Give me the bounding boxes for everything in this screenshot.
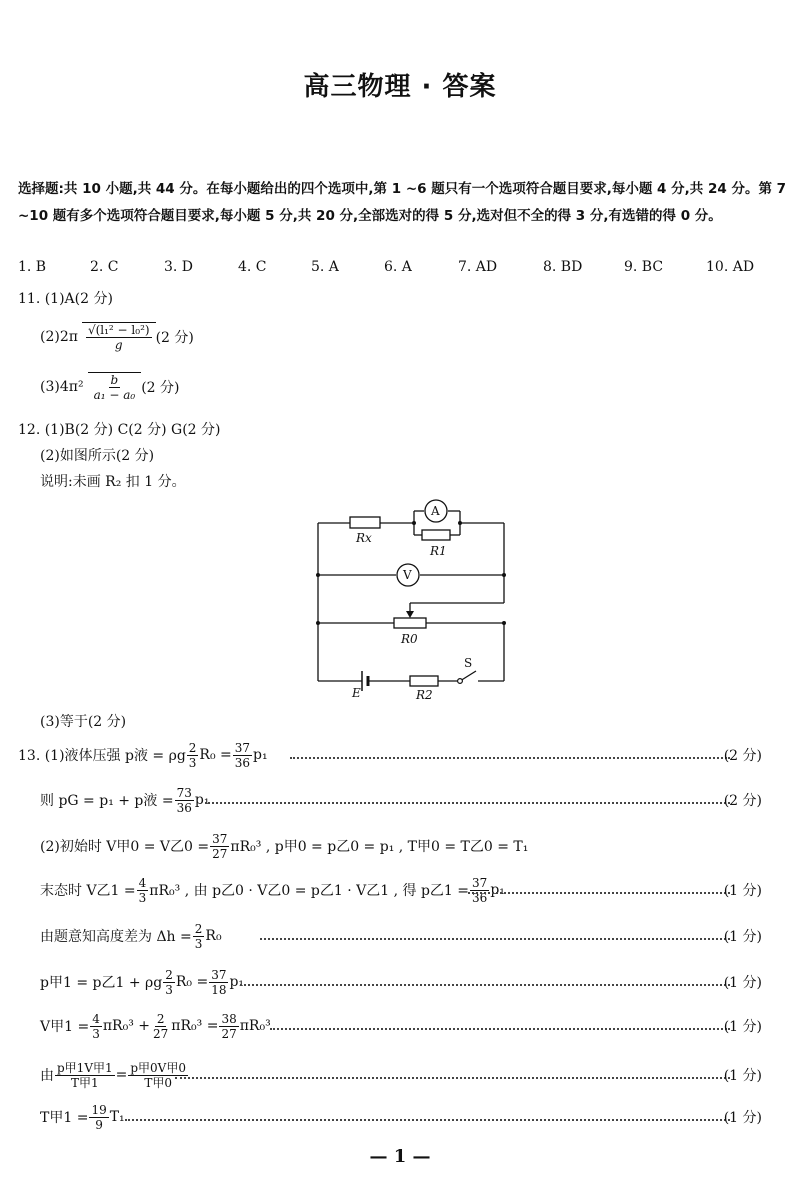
q12-part1: 12. (1)B(2 分) C(2 分) G(2 分) [18,422,221,438]
q13-l7-frac3 [219,1012,238,1041]
q13-l2-text: 则 pG = p₁ + p液 = [40,793,174,809]
leader-dots [290,757,730,759]
q11-part2 [40,322,194,352]
q13-l4-tail: p₁ [490,882,505,898]
answer-1: 1. B [18,259,47,275]
q13-l6-frac2 [209,968,228,997]
q13-line1 [18,740,268,770]
q11-part3 [40,372,179,402]
frac-den: 18 [211,982,227,997]
q13-l9-frac [89,1103,108,1132]
q13-line8 [40,1058,189,1092]
page-title: 高三物理 · 答案 [303,72,497,102]
q13-l1-tail: p₁ [253,747,268,763]
circuit-diagram [310,495,520,705]
q12-note: 说明:未画 R₂ 扣 1 分。 [40,474,186,490]
frac-num: 4 [138,875,147,890]
resistor-rx [350,517,380,528]
answer-9: 9. BC [624,259,664,275]
answer-4: 4. C [238,259,267,275]
q13-line3 [40,831,528,861]
leader-dots [260,938,730,940]
q13-l1-frac [187,741,199,770]
q13-l6-frac [163,968,175,997]
q13-l7-frac2 [151,1012,170,1041]
label-battery: E [352,686,361,700]
frac-den: 27 [212,846,228,861]
q13-l6-tail: p₁ [229,974,245,990]
frac-num: 38 [221,1011,237,1026]
q13-l2-score: (2 分) [723,793,762,809]
label-r2: R2 [416,688,433,702]
q13-l7-mid2: πR₀³ = [171,1018,219,1034]
frac-den: 9 [95,1117,103,1132]
q13-line2 [40,785,209,815]
label-r1: R1 [430,544,447,558]
frac-num: 73 [176,785,192,800]
q13-l8-mid: = [115,1067,128,1083]
answer-6: 6. A [384,259,412,275]
q13-l6-mid: R₀ = [175,974,209,990]
frac-num: 37 [234,740,251,755]
answer-3: 3. D [164,259,194,275]
answer-2: 2. C [90,259,119,275]
frac-num: p甲1V甲1 [57,1060,113,1075]
q11-part3-fraction [92,373,138,402]
label-r0: R0 [401,632,418,646]
q13-l9-tail: T₁ [109,1109,125,1125]
q13-l1-frac2 [233,741,252,770]
q13-l5-frac [193,922,205,951]
q13-line6 [40,967,244,997]
answer-5: 5. A [311,259,339,275]
answer-10: 10. AD [706,259,755,275]
answer-8: 8. BD [543,259,583,275]
frac-num: p甲0V甲0 [130,1060,186,1075]
q11-part2-num: √(l₁² − l₀²) [87,323,150,337]
q11-part3-den: a₁ − a₀ [93,388,136,402]
q11-part2-fraction [86,323,152,352]
label-switch: S [464,656,473,670]
slider-arrow [406,611,414,618]
frac-den: 27 [153,1026,169,1041]
label-rx: Rx [356,531,372,545]
leader-dots [270,1028,730,1030]
frac-den: 3 [165,982,173,997]
q13-l1-mid: R₀ = [199,747,232,763]
q13-l8-frac2 [128,1061,188,1090]
q11-part1: 11. (1)A(2 分) [18,291,113,307]
leader-dots [240,984,730,986]
q11-part2-den: g [114,338,123,352]
frac-den: 3 [194,936,203,951]
q13-l4-mid: πR₀³ , 由 p乙0 · V乙0 = p乙1 · V乙1 , 得 p乙1 = [149,883,470,899]
frac-num: 2 [194,921,203,936]
q13-l5-text: 由题意知高度差为 Δh = [40,929,192,945]
q13-l6-text: p甲1 = p乙1 + ρg [40,975,163,991]
section-instructions: 选择题:共 10 小题,共 44 分。在每小题给出的四个选项中,第 1 ~6 题只有一个选项符合题目要求,每小题 4 分,共 24 分。第 7 ~10 题有多个选项符合题目要求,每小题 5 分,共 20 分,全部选对的得 5 分,选对但不全的得 3 分,有选错的得 0 分。 [18,181,787,224]
answer-7: 7. AD [458,259,498,275]
q11-part2-root [82,322,156,352]
q13-l5-tail: R₀ [205,928,222,944]
q13-l1-text: 13. (1)液体压强 p液 = ρg [18,748,186,764]
q13-l4-frac [137,876,149,905]
q13-l9-score: (1 分) [723,1110,762,1126]
q13-l6-score: (1 分) [723,975,762,991]
frac-den: 36 [472,890,488,905]
q13-l7-mid: πR₀³ + [102,1018,150,1034]
q13-line5 [40,921,222,951]
frac-num: 4 [92,1011,100,1026]
q13-line9 [40,1102,125,1132]
q11-part2-score: (2 分) [155,330,194,346]
frac-den: 3 [92,1026,100,1041]
leader-dots [175,1077,730,1079]
frac-den: 27 [221,1026,237,1041]
frac-num: 37 [212,831,228,846]
frac-num: 2 [156,1011,165,1026]
frac-num: 37 [211,967,227,982]
switch-contact [458,679,463,684]
q13-l2-tail: p₁ [194,792,210,808]
q13-l3-text: (2)初始时 V甲0 = V乙0 = [40,839,210,855]
resistor-r0 [394,618,426,628]
q11-part3-num: b [110,373,119,387]
q13-l4-score: (1 分) [723,883,762,899]
q13-l1-score: (2 分) [723,748,762,764]
q11-part3-score: (2 分) [141,380,180,396]
page-number: — 1 — [369,1146,431,1167]
q13-l7-frac [90,1012,102,1041]
frac-den: T甲0 [144,1075,172,1090]
q13-l4-text: 末态时 V乙1 = [40,883,136,899]
q12-part2: (2)如图所示(2 分) [40,448,155,464]
frac-den: 3 [188,755,197,770]
q13-l3-tail: πR₀³ , p甲0 = p乙0 = p₁ , T甲0 = T乙0 = T₁ [230,839,529,855]
q13-l8-score: (1 分) [723,1068,762,1084]
q13-l9-text: T甲1 = [40,1110,89,1126]
q11-part2-prefix: (2)2π [40,329,78,345]
q13-l8-text: 由 [40,1068,54,1084]
q11-part3-prefix: (3)4π² [40,379,84,395]
frac-den: 36 [234,755,251,770]
frac-den: 36 [176,800,192,815]
frac-den: 3 [138,890,147,905]
resistor-r1 [422,530,450,540]
q13-l7-tail: πR₀³ [239,1018,271,1034]
q13-line7 [40,1011,271,1041]
frac-num: 2 [188,740,197,755]
q12-part3: (3)等于(2 分) [40,714,127,730]
resistor-r2 [410,676,438,686]
frac-den: T甲1 [70,1075,99,1090]
q13-line4 [40,875,505,905]
label-voltmeter: V [403,568,412,582]
q13-l7-text: V甲1 = [40,1019,90,1035]
q11-part3-root [88,372,142,402]
q13-l5-score: (1 分) [723,929,762,945]
frac-num: 2 [165,967,173,982]
leader-dots [468,892,730,894]
q13-l8-frac [55,1061,115,1090]
q13-l2-frac [175,786,194,815]
q13-l7-score: (1 分) [723,1019,762,1035]
leader-dots [125,1119,730,1121]
frac-num: 19 [91,1102,107,1117]
q13-l3-frac [210,832,229,861]
frac-num: 37 [472,875,488,890]
label-ammeter: A [431,504,440,518]
leader-dots [205,802,730,804]
q13-l4-frac2 [470,876,489,905]
